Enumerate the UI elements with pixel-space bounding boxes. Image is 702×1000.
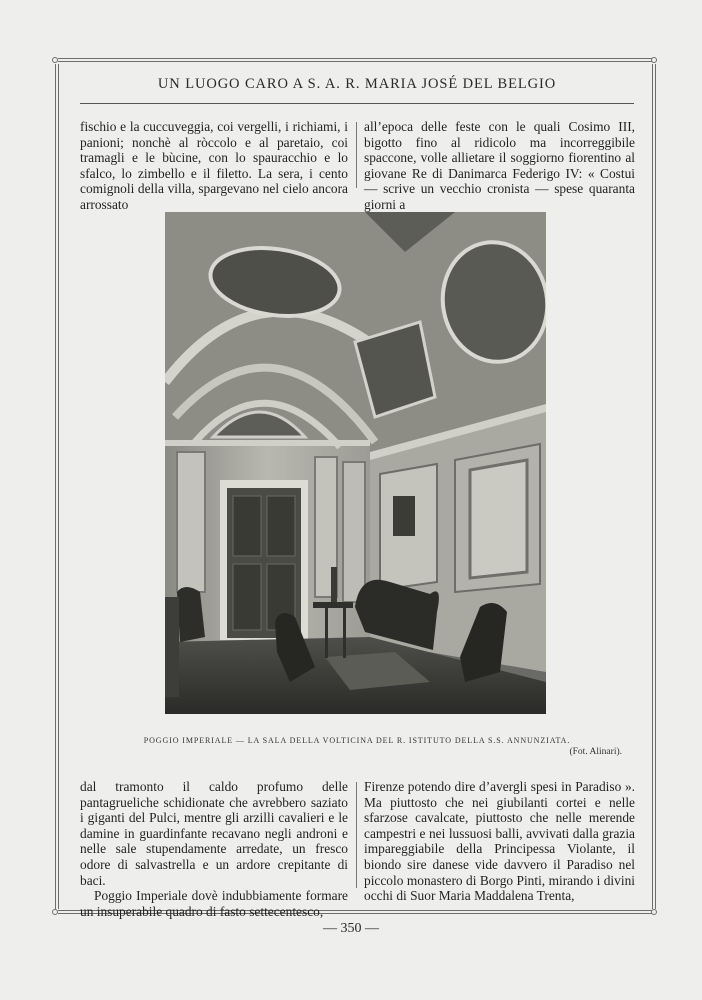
top-right-column (364, 119, 635, 213)
interior-photograph-drawing (165, 212, 546, 714)
bottom-left-paragraph: dal tramonto il caldo profumo delle pantagrueliche schidionate che avrebbero saziato i giganti del Pulci, mentre gli arzilli cavalieri e le damine in guardinfante recavano negli androni e nelle sale stupendamente arredate, un fresco odore di salvastrella e un ardore crepitante di baci. (80, 779, 348, 888)
frame-corner-ornament (651, 909, 657, 915)
top-left-paragraph: fischio e la cuccuveggia, coi vergelli, i richiami, i panioni; nonchè al ròccolo e al paretaio, coi tramagli e le bùcine, con lo spauracchio e lo sfalco, lo zimbello e il filetto. La sera, i cento comignoli della villa, spargevano nel cielo ancora arrossato (80, 119, 348, 212)
frame-top-rule (58, 58, 652, 59)
bottom-left-paragraph: Poggio Imperiale dovè indubbiamente formare un insuperabile quadro di fasto settecentesco, (80, 888, 348, 919)
top-right-paragraph: all’epoca delle feste con le quali Cosimo III, bigotto fino al ridicolo ma incorreggibile spaccone, volle allietare il soggiorno fiorentino al giovane Re di Danimarca Federigo IV: « Costui — scrive un vecchio cronista — spese quaranta giorni a (364, 119, 635, 212)
column-separator (356, 122, 357, 188)
photo-credit: (Fot. Alinari). (569, 747, 622, 757)
figure-caption: POGGIO IMPERIALE — LA SALA DELLA VOLTICINA DEL R. ISTITUTO DELLA S.S. ANNUNZIATA. (143, 736, 571, 745)
page-number: — 350 — (323, 921, 379, 936)
bottom-left-column (80, 779, 348, 919)
bottom-right-paragraph: Firenze potendo dire d’avergli spesi in Paradiso ». Ma piuttosto che nei giubilanti cortei e nelle sfarzose cavalcate, piuttosto che nelle merende campestri e nei lussuosi balli, avvivati dalla grazia impareggiabile della Principessa Violante, il biondo sire danese vide davvero il Paradiso nel piccolo monastero di Borgo Pinti, mirando i divini occhi di Suor Maria Maddalena Trenta, (364, 779, 635, 904)
running-header: UN LUOGO CARO A S. A. R. MARIA JOSÉ DEL BELGIO (157, 76, 557, 92)
frame-corner-ornament (651, 57, 657, 63)
top-left-column (80, 119, 348, 213)
frame-top-rule-inner (58, 61, 652, 62)
frame-corner-ornament (52, 909, 58, 915)
frame-left-rule (55, 64, 56, 909)
header-rule (80, 103, 634, 104)
column-separator (356, 782, 357, 888)
frame-right-rule-inner (655, 64, 656, 909)
frame-corner-ornament (52, 57, 58, 63)
frame-left-rule-inner (58, 64, 59, 909)
frame-right-rule (652, 64, 653, 909)
bottom-right-column (364, 779, 635, 904)
interior-photograph (165, 212, 546, 714)
